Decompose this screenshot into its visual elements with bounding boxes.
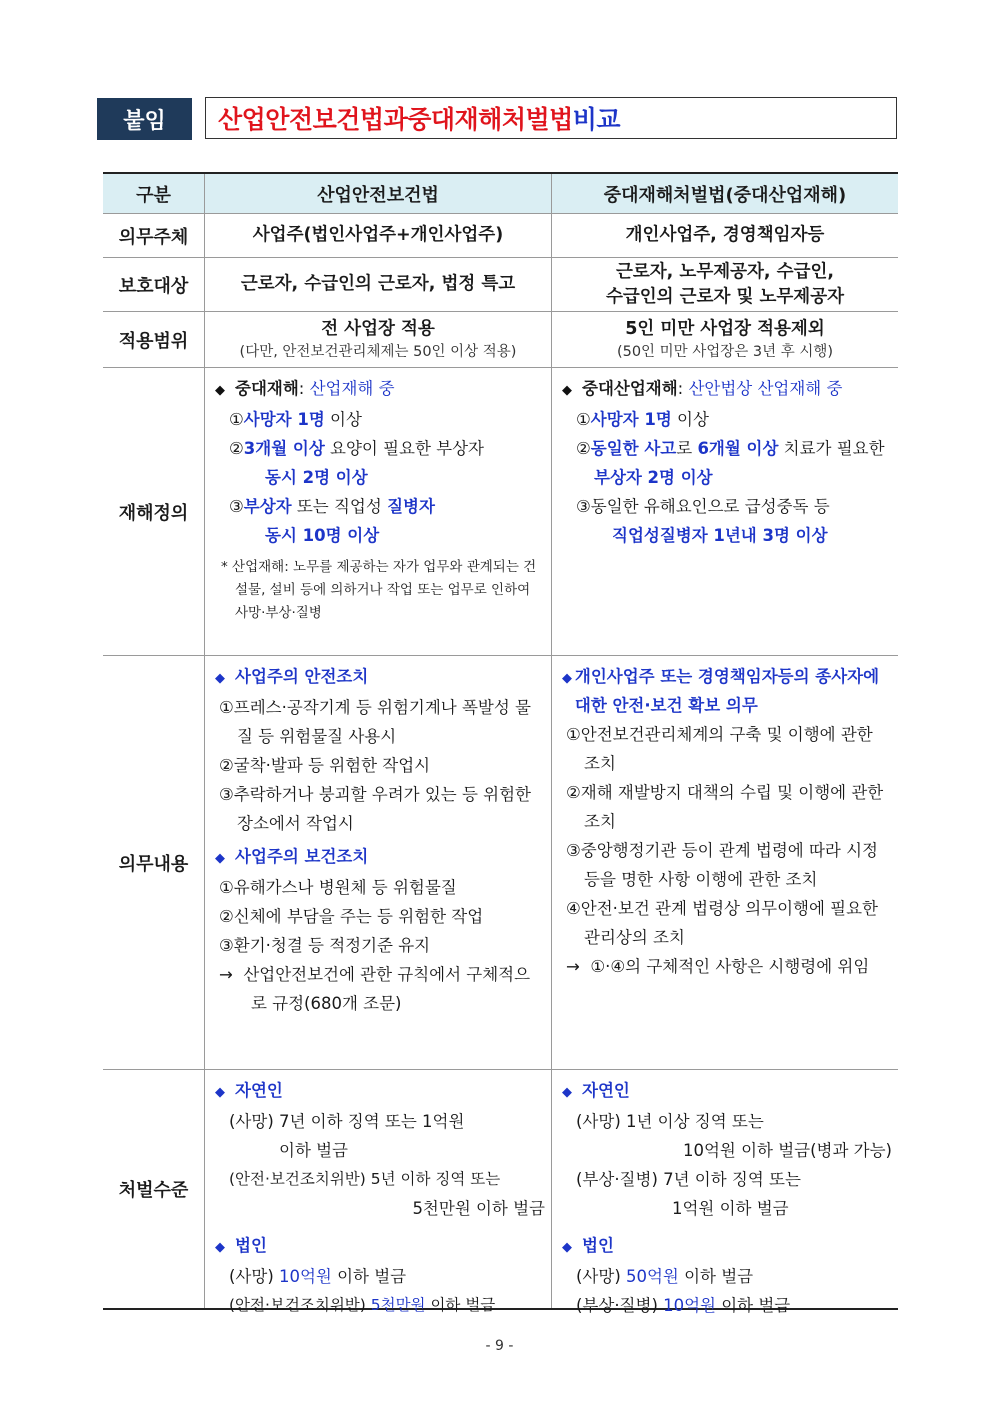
arrow-right-icon: → bbox=[219, 965, 233, 984]
diamond-bullet-icon: ◆ bbox=[562, 1085, 572, 1100]
arrow-right-icon: → bbox=[566, 957, 580, 976]
diamond-bullet-icon: ◆ bbox=[215, 1085, 225, 1100]
sapa-penalty bbox=[552, 1070, 898, 1315]
row-label-definition: 재해정의 bbox=[103, 368, 205, 656]
diamond-bullet-icon: ◆ bbox=[562, 383, 572, 398]
row-label-scope: 적용범위 bbox=[103, 312, 205, 368]
oshs-natural-death-a: (사망) 7년 이하 징역 또는 1억원 bbox=[229, 1112, 465, 1131]
row-label-duty-subject: 의무주체 bbox=[103, 214, 205, 258]
oshs-corp-heading: ◆ 법인 bbox=[215, 1231, 545, 1262]
sapa-natural-death-b: 10억원 이하 벌금(병과 가능) bbox=[683, 1141, 892, 1160]
sapa-scope bbox=[552, 312, 898, 368]
header-category: 구분 bbox=[103, 174, 205, 214]
sapa-duties-heading: ◆ 개인사업주 또는 경영책임자등의 종사자에 대한 안전·보건 확보 의무 bbox=[562, 662, 892, 720]
oshs-scope-main: 전 사업장 적용 bbox=[321, 319, 435, 339]
diamond-bullet-icon: ◆ bbox=[215, 851, 225, 866]
oshs-duties bbox=[205, 656, 552, 1070]
sapa-corp-death: (사망) 50억원 이하 벌금 bbox=[576, 1267, 754, 1286]
header-oshs: 산업안전보건법 bbox=[205, 174, 552, 214]
sapa-protected bbox=[552, 258, 898, 312]
oshs-corp-viol: (안전·보건조치위반) 5천만원 이하 벌금 bbox=[229, 1296, 496, 1314]
oshs-def-note: * 산업재해: 노무를 제공하는 자가 업무와 관계되는 건설물, 설비 등에 의하거나 작업 또는 업무로 인하여 사망·부상·질병 bbox=[221, 559, 537, 621]
oshs-scope bbox=[205, 312, 552, 368]
oshs-def-item-3: ③부상자 또는 직업성 질병자 동시 10명 이상 bbox=[229, 497, 435, 545]
row-label-protected: 보호대상 bbox=[103, 258, 205, 312]
oshs-protected: 근로자, 수급인의 근로자, 법정 특고 bbox=[205, 258, 552, 312]
sapa-duty-item-1: ①안전보건관리체계의 구축 및 이행에 관한 조치 bbox=[566, 725, 873, 773]
diamond-bullet-icon: ◆ bbox=[215, 1240, 225, 1255]
oshs-corp-death: (사망) 10억원 이하 벌금 bbox=[229, 1267, 407, 1286]
oshs-def-item-1: ①사망자 1명 이상 bbox=[229, 410, 362, 429]
oshs-natural-heading: ◆ 자연인 bbox=[215, 1076, 545, 1107]
comparison-table bbox=[103, 172, 898, 1315]
sapa-protected-line1: 근로자, 노무제공자, 수급인, bbox=[615, 261, 835, 282]
oshs-duties-arrow-note: → 산업안전보건에 관한 규칙에서 구체적으로 규정(680개 조문) bbox=[219, 965, 531, 1013]
oshs-scope-sub: (다만, 안전보건관리체제는 50인 이상 적용) bbox=[239, 344, 517, 360]
oshs-safety-item-1: ①프레스·공작기계 등 위험기계나 폭발성 물질 등 위험물질 사용시 bbox=[219, 698, 531, 746]
sapa-scope-sub: (50인 미만 사업장은 3년 후 시행) bbox=[616, 344, 834, 360]
oshs-natural-viol-a: (안전·보건조치위반) 5년 이하 징역 또는 bbox=[229, 1170, 501, 1188]
oshs-duty-subject: 사업주(법인사업주+개인사업주) bbox=[205, 214, 552, 258]
sapa-definition bbox=[552, 368, 898, 656]
title-conj: 과 bbox=[383, 105, 408, 134]
oshs-def-head: ◆ 중대재해: 산업재해 중 bbox=[215, 374, 545, 405]
diamond-bullet-icon: ◆ bbox=[215, 383, 225, 398]
title-law-2: 중대재해처벌법 bbox=[407, 105, 573, 134]
oshs-health-item-2: ②신체에 부담을 주는 등 위험한 작업 bbox=[219, 907, 484, 926]
sapa-def-item-1: ①사망자 1명 이상 bbox=[576, 410, 709, 429]
oshs-definition bbox=[205, 368, 552, 656]
oshs-health-item-3: ③환기·청결 등 적정기준 유지 bbox=[219, 936, 431, 955]
sapa-def-item-3: ③동일한 유해요인으로 급성중독 등 직업성질병자 1년내 3명 이상 bbox=[576, 497, 830, 545]
oshs-penalty bbox=[205, 1070, 552, 1314]
diamond-bullet-icon: ◆ bbox=[562, 1240, 572, 1255]
oshs-health-item-1: ①유해가스나 병원체 등 위험물질 bbox=[219, 878, 457, 897]
diamond-bullet-icon: ◆ bbox=[215, 671, 225, 686]
sapa-natural-heading: ◆ 자연인 bbox=[562, 1076, 892, 1107]
sapa-def-head: ◆ 중대산업재해: 산안법상 산업재해 중 bbox=[562, 374, 892, 405]
sapa-duties-arrow-note: → ①·④의 구체적인 사항은 시행령에 위임 bbox=[566, 957, 870, 976]
sapa-duty-item-3: ③중앙행정기관 등이 관계 법령에 따라 시정 등을 명한 사항 이행에 관한 조치 bbox=[566, 841, 878, 889]
oshs-natural-death-b: 이하 벌금 bbox=[279, 1141, 349, 1160]
sapa-corp-heading: ◆ 법인 bbox=[562, 1231, 892, 1262]
attachment-badge: 붙임 bbox=[97, 98, 192, 140]
sapa-corp-injury: (부상·질병) 10억원 이하 벌금 bbox=[576, 1296, 791, 1315]
sapa-natural-injury-b: 1억원 이하 벌금 bbox=[672, 1199, 789, 1218]
oshs-safety-heading: ◆ 사업주의 안전조치 bbox=[215, 662, 545, 693]
sapa-natural-injury-a: (부상·질병) 7년 이하 징역 또는 bbox=[576, 1170, 801, 1189]
title-compare: 비교 bbox=[572, 105, 621, 134]
row-label-penalty: 처벌수준 bbox=[103, 1070, 205, 1308]
page-title bbox=[205, 97, 897, 139]
oshs-safety-item-2: ②굴착·발파 등 위험한 작업시 bbox=[219, 756, 431, 775]
sapa-duty-item-2: ②재해 재발방지 대책의 수립 및 이행에 관한 조치 bbox=[566, 783, 884, 831]
sapa-duty-item-4: ④안전·보건 관계 법령상 의무이행에 필요한 관리상의 조치 bbox=[566, 899, 878, 947]
sapa-def-item-2: ②동일한 사고로 6개월 이상 치료가 필요한 부상자 2명 이상 bbox=[576, 439, 885, 487]
title-law-1: 산업안전보건법 bbox=[218, 105, 384, 134]
sapa-scope-main: 5인 미만 사업장 적용제외 bbox=[625, 319, 825, 339]
diamond-bullet-icon: ◆ bbox=[562, 671, 572, 686]
oshs-natural-viol-b: 5천만원 이하 벌금 bbox=[412, 1199, 545, 1218]
oshs-safety-item-3: ③추락하거나 붕괴할 우려가 있는 등 위험한 장소에서 작업시 bbox=[219, 785, 531, 833]
page-number: - 9 - bbox=[485, 1338, 514, 1354]
header-sapa: 중대재해처벌법(중대산업재해) bbox=[552, 174, 898, 214]
oshs-health-heading: ◆ 사업주의 보건조치 bbox=[215, 842, 545, 873]
sapa-duties bbox=[552, 656, 898, 1070]
row-label-duties: 의무내용 bbox=[103, 656, 205, 1070]
sapa-protected-line2: 수급인의 근로자 및 노무제공자 bbox=[605, 286, 845, 307]
oshs-def-item-2: ②3개월 이상 요양이 필요한 부상자 동시 2명 이상 bbox=[229, 439, 484, 487]
sapa-duty-subject: 개인사업주, 경영책임자등 bbox=[552, 214, 898, 258]
sapa-natural-death-a: (사망) 1년 이상 징역 또는 bbox=[576, 1112, 764, 1131]
